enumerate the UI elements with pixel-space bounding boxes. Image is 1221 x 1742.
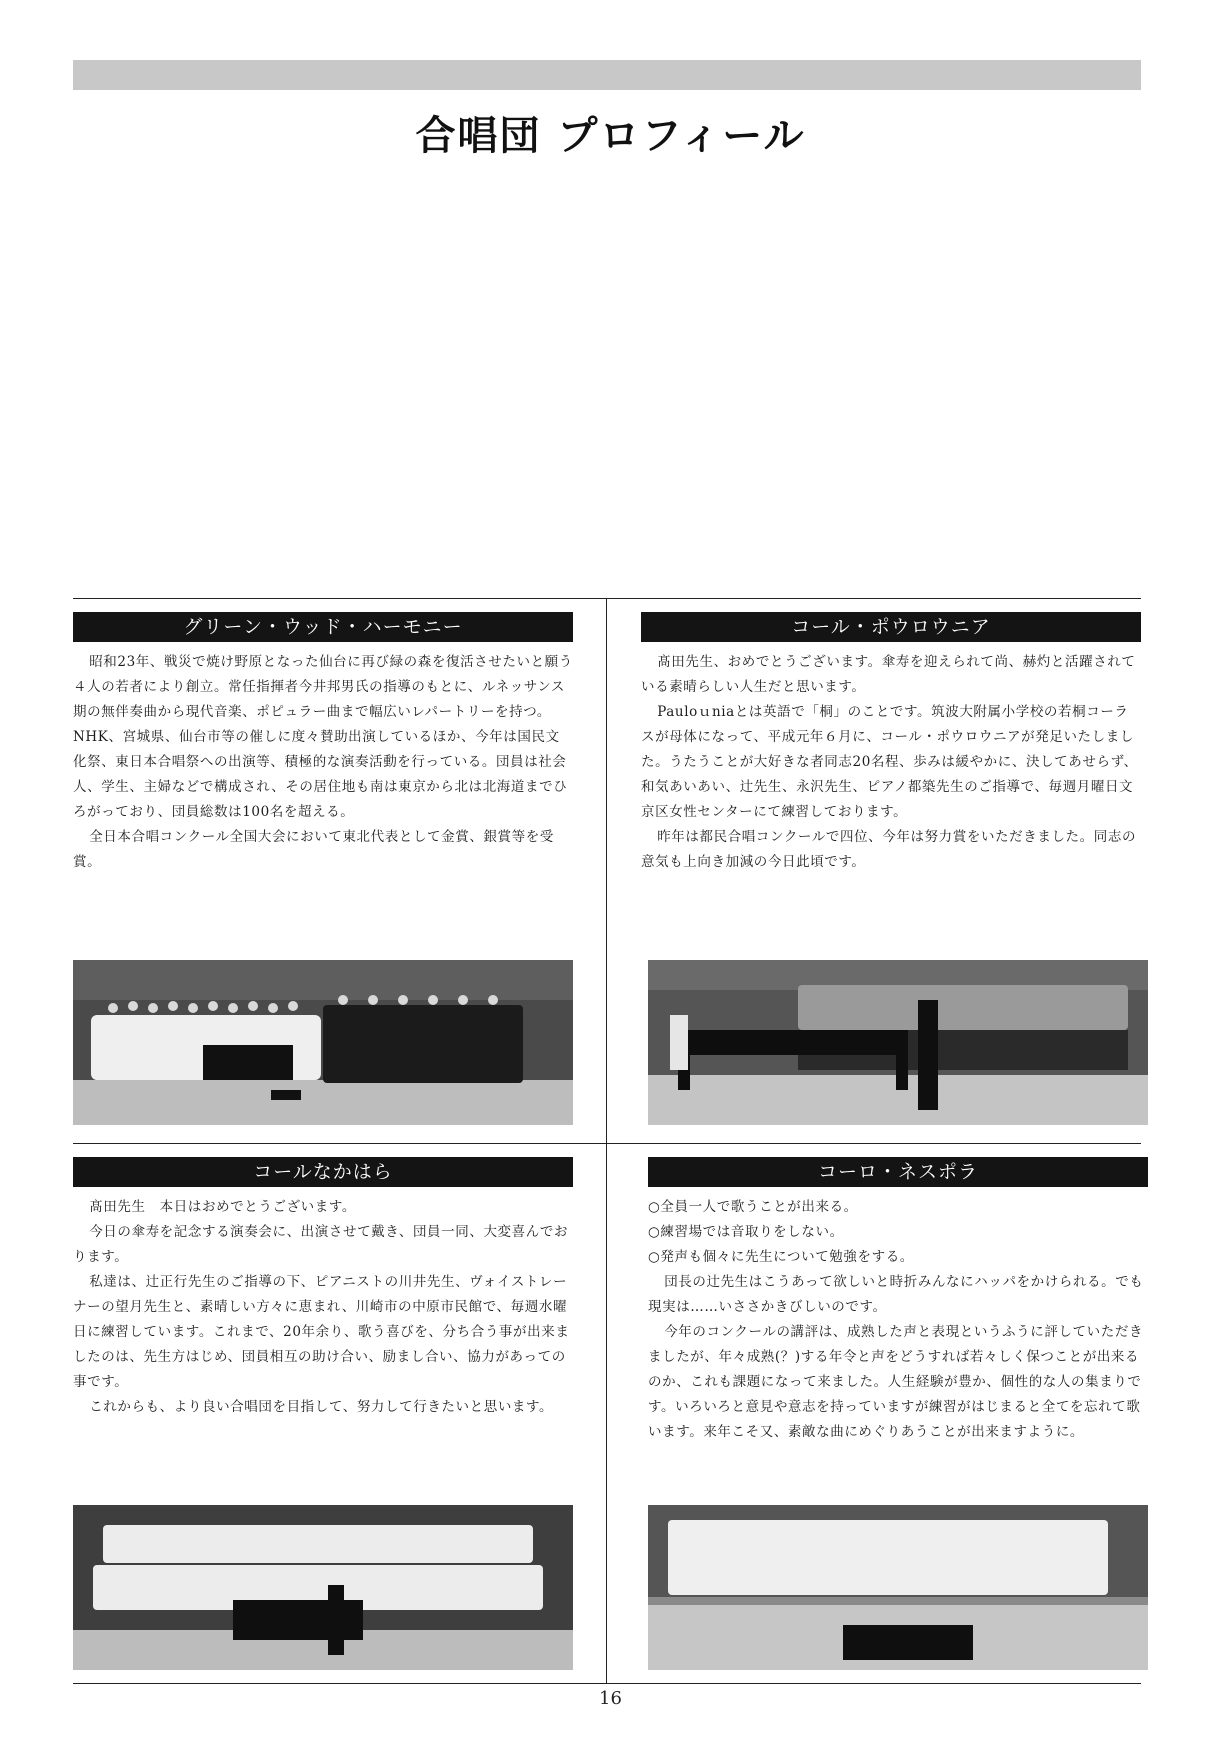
section-body	[73, 650, 573, 875]
divider-middle	[73, 1143, 1141, 1144]
paragraph: これからも、より良い合唱団を目指して、努力して行きたいと思います。	[89, 1399, 554, 1415]
section-header: コール・ポウロウニア	[641, 612, 1141, 642]
divider-vertical	[606, 598, 607, 1683]
header-bar	[73, 60, 1141, 90]
section-body	[73, 1195, 573, 1420]
choir-photo	[648, 1505, 1148, 1670]
divider-top	[73, 598, 1141, 599]
paragraph: 団長の辻先生はこうあって欲しいと時折みんなにハッパをかけられる。でも現実は……いささかきびしいのです。	[648, 1274, 1144, 1315]
paragraph: Pauloｕniaとは英語で「桐」のことです。筑波大附属小学校の若桐コーラスが母体になって、平成元年６月に、コール・ポウロウニアが発足いたしました。うたうことが大好きな者同志20名程、歩みは緩やかに、決してあせらず、和気あいあい、辻先生、永沢先生、ピアノ都築先生のご指導で、毎週月曜日文京区女性センターにて練習しております。	[641, 704, 1138, 820]
page-title: 合唱団 プロフィール	[415, 113, 806, 159]
paragraph: 昭和23年、戦災で焼け野原となった仙台に再び緑の森を復活させたいと願う４人の若者により創立。常任指揮者今井邦男氏の指導のもとに、ルネッサンス期の無伴奏曲から現代音楽、ポピュラー曲まで幅広いレパートリーを持つ。NHK、宮城県、仙台市等の催しに度々賛助出演しているほか、今年は国民文化祭、東日本合唱祭への出演等、積極的な演奏活動を行っている。団員は社会人、学生、主婦などで構成され、その居住地も南は東京から北は北海道までひろがっており、団員総数は100名を超える。	[73, 654, 573, 820]
section-body	[641, 650, 1141, 875]
choir-photo	[73, 1505, 573, 1670]
paragraph: 髙田先生、おめでとうございます。傘寿を迎えられて尚、赫灼と活躍されている素晴らしい人生だと思います。	[641, 654, 1136, 695]
page-number: 16	[599, 1688, 622, 1709]
choir-photo	[73, 960, 573, 1125]
section-chor-nakahara	[73, 1157, 573, 1420]
bullet-item: ○発声も個々に先生について勉強をする。	[648, 1249, 914, 1265]
section-body	[648, 1195, 1148, 1445]
bullet-item: ○練習場では音取りをしない。	[648, 1224, 844, 1240]
section-chor-paulownia	[641, 612, 1141, 875]
choir-photo	[648, 960, 1148, 1125]
divider-bottom	[73, 1683, 1141, 1684]
section-header: グリーン・ウッド・ハーモニー	[73, 612, 573, 642]
paragraph: 髙田先生 本日はおめでとうございます。	[89, 1199, 357, 1215]
section-header: コーロ・ネスポラ	[648, 1157, 1148, 1187]
paragraph: 昨年は都民合唱コンクールで四位、今年は努力賞をいただきました。同志の意気も上向き加減の今日此頃です。	[641, 829, 1137, 870]
bullet-item: ○全員一人で歌うことが出来る。	[648, 1199, 858, 1215]
paragraph: 今年のコンクールの講評は、成熟した声と表現というふうに評していただきましたが、年々成熟(？)する年令と声をどうすれば若々しく保つことが出来るのか、これも課題になって来ました。人生経験が豊か、個性的な人の集まりです。いろいろと意見や意志を持っていますが練習がはじまると全てを忘れて歌います。来年こそ又、素敵な曲にめぐりあうことが出来ますように。	[648, 1324, 1144, 1440]
paragraph: 私達は、辻正行先生のご指導の下、ピアニストの川井先生、ヴォイストレーナーの望月先生と、素晴しい方々に恵まれ、川崎市の中原市民館で、毎週水曜日に練習しています。これまで、20年余り、歌う喜びを、分ち合う事が出来ましたのは、先生方はじめ、団員相互の助け合い、励まし合い、協力があっての事です。	[73, 1274, 570, 1390]
section-green-wood-harmony	[73, 612, 573, 875]
paragraph: 今日の傘寿を記念する演奏会に、出演させて戴き、団員一同、大変喜んでおります。	[73, 1224, 569, 1265]
section-header: コールなかはら	[73, 1157, 573, 1187]
paragraph: 全日本合唱コンクール全国大会において東北代表として金賞、銀賞等を受賞。	[73, 829, 554, 870]
section-coro-nespola	[648, 1157, 1148, 1445]
